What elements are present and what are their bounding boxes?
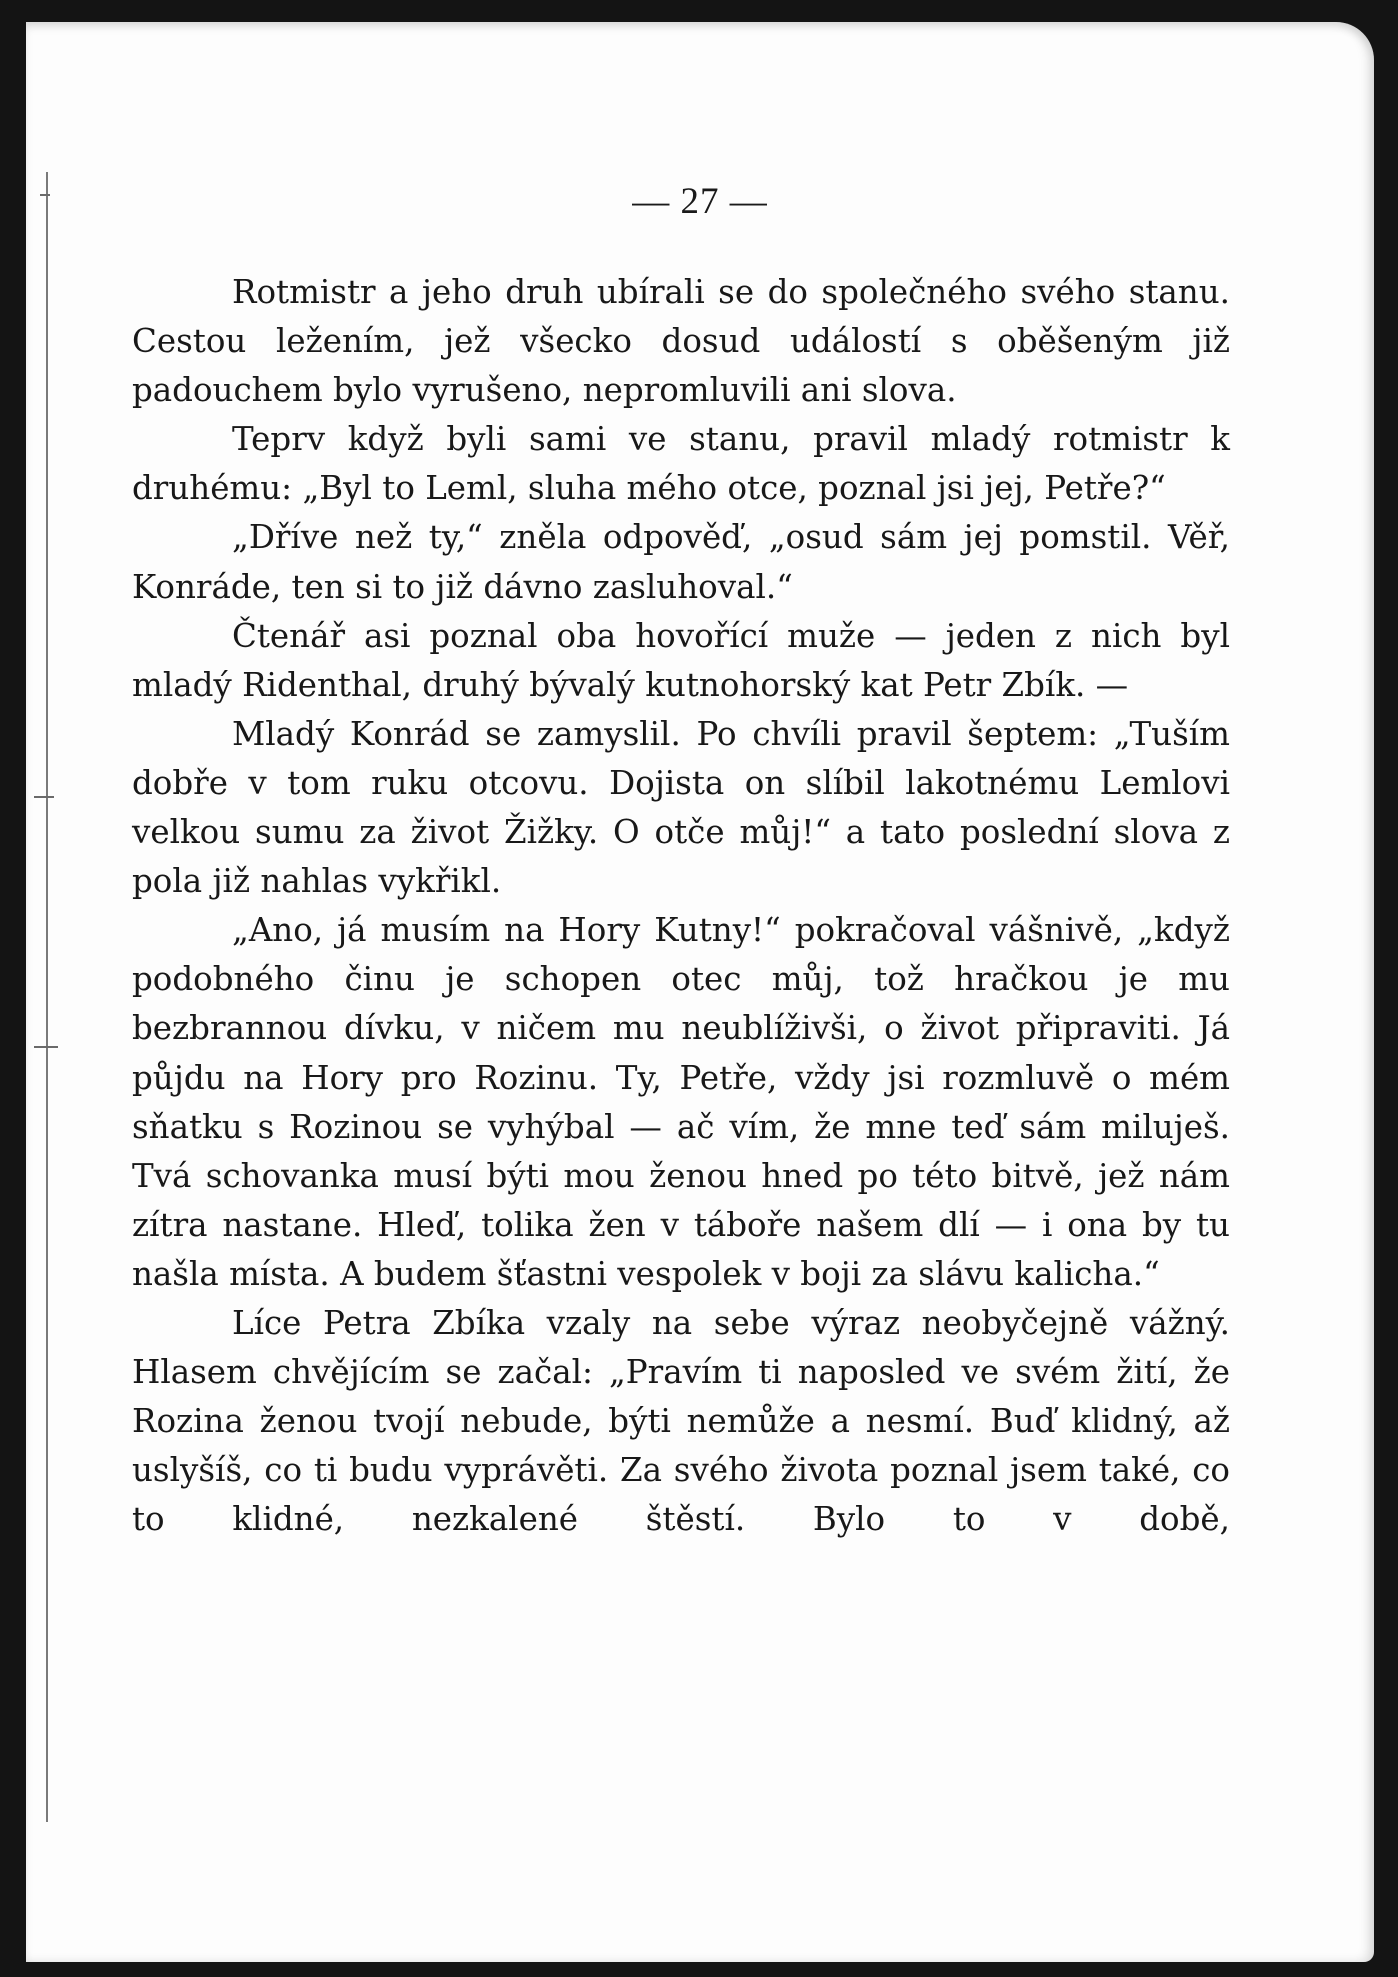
paragraph: Rotmistr a jeho druh ubírali se do společného svého stanu. Cestou ležením, jež všecko dosud událostí s oběšeným již padouchem bylo vyrušeno, nepromluvili ani slova. [132, 273, 1230, 410]
body-text [132, 268, 1230, 1544]
page-number: — 27 — [632, 181, 768, 222]
binding-edge-mark [34, 1046, 58, 1048]
binding-edge-line [46, 172, 48, 1822]
paragraph: Čtenář asi poznal oba hovořící muže — jeden z nich byl mladý Ridenthal, druhý bývalý kutnohorský kat Petr Zbík. — [132, 616, 1230, 704]
book-page [26, 22, 1374, 1962]
paragraph: Mladý Konrád se zamyslil. Po chvíli pravil šeptem: „Tuším dobře v tom ruku otcovu. Dojista on slíbil lakotnému Lemlovi velkou sumu za život Žižky. O otče můj!“ a tato poslední slova z pola již nahlas vykřikl. [132, 714, 1230, 901]
binding-edge-mark [34, 796, 54, 798]
paragraph: Teprv když byli sami ve stanu, pravil mladý rotmistr k druhému: „Byl to Leml, sluha mého otce, poznal jsi jej, Petře?“ [132, 420, 1230, 508]
paragraph: Líce Petra Zbíka vzaly na sebe výraz neobyčejně vážný. Hlasem chvějícím se začal: „Pravím ti naposled ve svém žití, že Rozina ženou tvojí nebude, býti nemůže a nesmí. Buď klidný, až uslyšíš, co ti budu vyprávěti. Za svého života poznal jsem také, co to klidné, nezkalené štěstí. Bylo to v době, [132, 1303, 1230, 1539]
paragraph: „Dříve než ty,“ zněla odpověď, „osud sám jej pomstil. Věř, Konráde, ten si to již dávno zasluhoval.“ [132, 518, 1230, 606]
paragraph: „Ano, já musím na Hory Kutny!“ pokračoval vášnivě, „když podobného činu je schopen otec můj, tož hračkou je mu bezbrannou dívku, v ničem mu neublíživši, o život připraviti. Já půjdu na Hory pro Rozinu. Ty, Petře, vždy jsi rozmluvě o mém sňatku s Rozinou se vyhýbal — ač vím, že mne teď sám miluješ. Tvá schovanka musí býti mou ženou hned po této bitvě, jež nám zítra nastane. Hleď, tolika žen v táboře našem dlí — i ona by tu našla místa. A budem šťastni vespolek v boji za slávu kalicha.“ [132, 911, 1230, 1293]
